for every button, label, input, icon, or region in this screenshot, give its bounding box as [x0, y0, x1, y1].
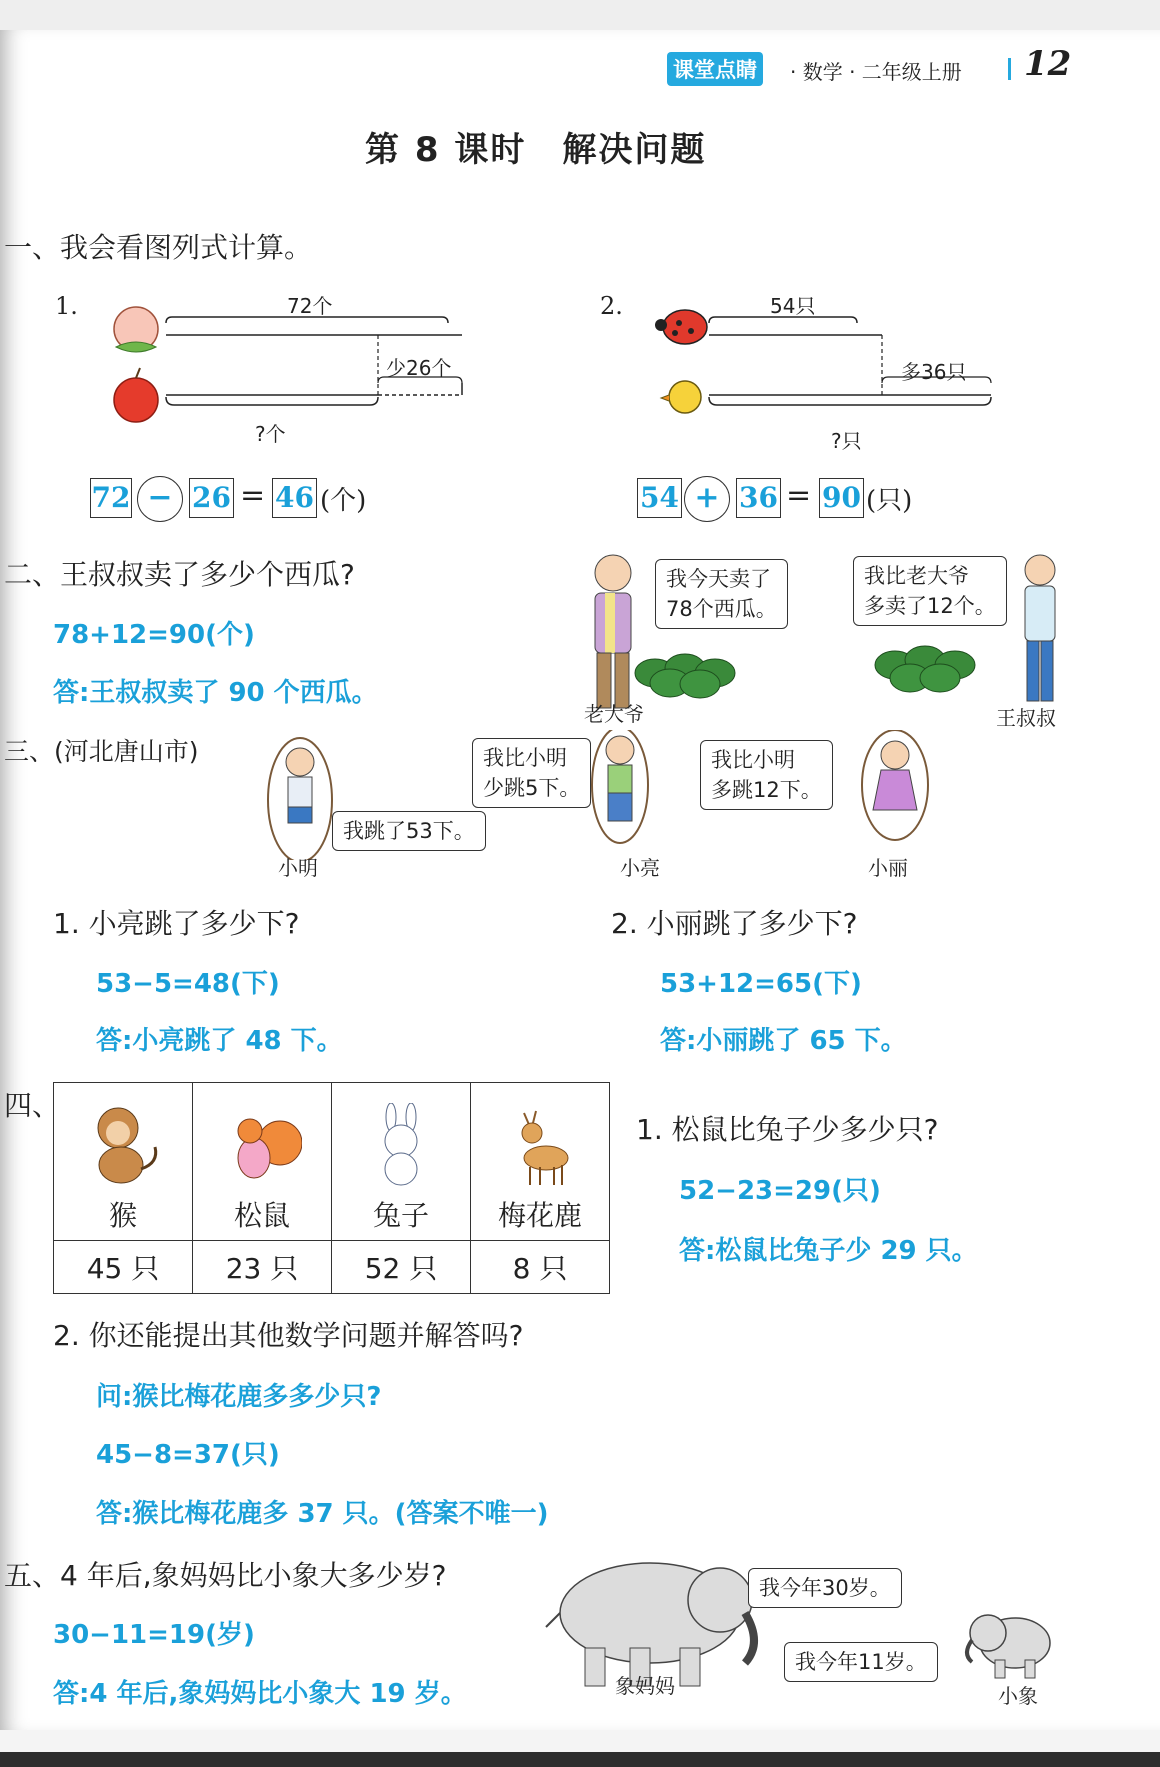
chick-unknown-label: ?只: [831, 429, 862, 453]
page-title: 第 8 课时 解决问题: [365, 130, 707, 170]
deer-count: 8 只: [471, 1241, 610, 1294]
section-5-heading: 五、4 年后,象妈妈比小象大多少岁?: [4, 1559, 447, 1592]
s5-calculation: 30−11=19(岁): [53, 1620, 255, 1650]
p2-result: 90: [819, 478, 864, 518]
p1-operand-a: 72: [90, 478, 132, 518]
rabbit-cell: [332, 1083, 471, 1241]
watermelon-pile-left: [635, 654, 735, 698]
baby-elephant-label: 小象: [998, 1684, 1038, 1708]
top-edge: [0, 0, 1160, 30]
uncle-wang-figure: [1025, 555, 1055, 701]
peach-icon: [114, 307, 158, 352]
s2-calculation: 78+12=90(个): [53, 620, 255, 650]
s5-answer: 答:4 年后,象妈妈比小象大 19 岁。: [53, 1679, 467, 1709]
squirrel-count: 23 只: [193, 1241, 332, 1294]
xiaoliang-speech: 我比小明 少跳5下。: [472, 738, 591, 808]
apple-unknown-label: ?个: [255, 422, 286, 446]
p1-result: 46: [272, 478, 317, 518]
header-divider: [1008, 58, 1011, 80]
old-man-figure: [595, 555, 631, 708]
squirrel-icon: [222, 1103, 302, 1188]
watermelon-scene: [575, 548, 1095, 728]
ladybug-total-label: 54只: [770, 294, 816, 318]
p1-unit: (个): [320, 486, 367, 516]
baby-elephant-speech: 我今年11岁。: [784, 1642, 938, 1682]
xiaoli-label: 小丽: [868, 856, 908, 880]
p2-operand-a: 54: [637, 478, 682, 518]
animal-count-table: [53, 1082, 610, 1294]
s3-q1-answer: 答:小亮跳了 48 下。: [96, 1026, 343, 1056]
p1-operand-b: 26: [189, 478, 234, 518]
apple-icon: [114, 368, 158, 422]
monkey-label: 猴: [108, 1199, 137, 1232]
header-subject: · 数学 · 二年级上册: [790, 60, 962, 84]
xiaoli-figure: [862, 730, 928, 840]
s4-q1-calculation: 52−23=29(只): [679, 1176, 881, 1206]
p1-operator: −: [137, 476, 183, 522]
s4-q2-question: 问:猴比梅花鹿多多少只?: [96, 1382, 382, 1412]
old-man-speech: 我今天卖了 78个西瓜。: [655, 559, 788, 629]
squirrel-label: 松鼠: [233, 1199, 290, 1232]
uncle-wang-speech: 我比老大爷 多卖了12个。: [853, 556, 1007, 626]
section-3-heading: 三、(河北唐山市): [4, 737, 199, 766]
chick-icon: [661, 381, 701, 413]
watermelon-pile-right: [875, 646, 975, 692]
s3-question-1: 1. 小亮跳了多少下?: [53, 907, 300, 940]
xiaoli-speech: 我比小明 多跳12下。: [700, 740, 833, 810]
chick-diff-label: 多36只: [901, 360, 967, 384]
mother-elephant-figure: [546, 1563, 754, 1686]
apple-diff-label: 少26个: [386, 356, 452, 380]
s4-question-2: 2. 你还能提出其他数学问题并解答吗?: [53, 1319, 524, 1352]
rabbit-label: 兔子: [372, 1199, 429, 1232]
s3-q1-calculation: 53−5=48(下): [96, 969, 280, 999]
monkey-count: 45 只: [54, 1241, 193, 1294]
uncle-wang-label: 王叔叔: [996, 706, 1056, 730]
rabbit-icon: [361, 1103, 441, 1188]
p2-unit: (只): [866, 486, 913, 516]
old-man-label: 老大爷: [584, 702, 644, 726]
page-number: 12: [1024, 44, 1072, 84]
bottom-brace: [166, 397, 378, 405]
mother-elephant-speech: 我今年30岁。: [748, 1568, 902, 1608]
mother-elephant-label: 象妈妈: [615, 1674, 675, 1698]
xiaoming-label: 小明: [278, 856, 318, 880]
xiaoming-speech: 我跳了53下。: [332, 811, 486, 851]
s4-q2-answer: 答:猴比梅花鹿多 37 只。(答案不唯一): [96, 1499, 549, 1529]
ladybug-icon: [655, 310, 707, 344]
s2-answer: 答:王叔叔卖了 90 个西瓜。: [53, 678, 378, 708]
xiaoliang-label: 小亮: [620, 856, 660, 880]
s4-q1-answer: 答:松鼠比兔子少 29 只。: [679, 1236, 978, 1266]
monkey-cell: [54, 1083, 193, 1241]
squirrel-cell: [193, 1083, 332, 1241]
section-4-heading: 四、: [4, 1089, 61, 1122]
baby-elephant-figure: [967, 1615, 1050, 1678]
p2-operator: +: [684, 476, 730, 522]
bottom-edge: [0, 1752, 1160, 1767]
rabbit-count: 52 只: [332, 1241, 471, 1294]
s3-q2-calculation: 53+12=65(下): [660, 969, 862, 999]
p1-equals: =: [240, 478, 266, 513]
s3-q2-answer: 答:小丽跳了 65 下。: [660, 1026, 907, 1056]
xiaoming-figure: [268, 738, 332, 860]
section-2-heading: 二、王叔叔卖了多少个西瓜?: [4, 558, 355, 591]
problem-1-number: 1.: [55, 292, 78, 320]
problem-2-number: 2.: [600, 292, 623, 320]
monkey-icon: [83, 1103, 163, 1188]
deer-icon: [500, 1103, 580, 1188]
deer-cell: [471, 1083, 610, 1241]
header-badge: 课堂点睛: [667, 52, 763, 86]
section-1-heading: 一、我会看图列式计算。: [4, 231, 313, 264]
p2-equals: =: [786, 478, 812, 513]
deer-label: 梅花鹿: [497, 1199, 582, 1232]
peach-total-label: 72个: [287, 294, 333, 318]
s4-question-1: 1. 松鼠比兔子少多少只?: [636, 1113, 939, 1146]
p2-operand-b: 36: [736, 478, 781, 518]
s3-question-2: 2. 小丽跳了多少下?: [611, 907, 858, 940]
s4-q2-calculation: 45−8=37(只): [96, 1440, 280, 1470]
xiaoliang-figure: [592, 730, 648, 843]
